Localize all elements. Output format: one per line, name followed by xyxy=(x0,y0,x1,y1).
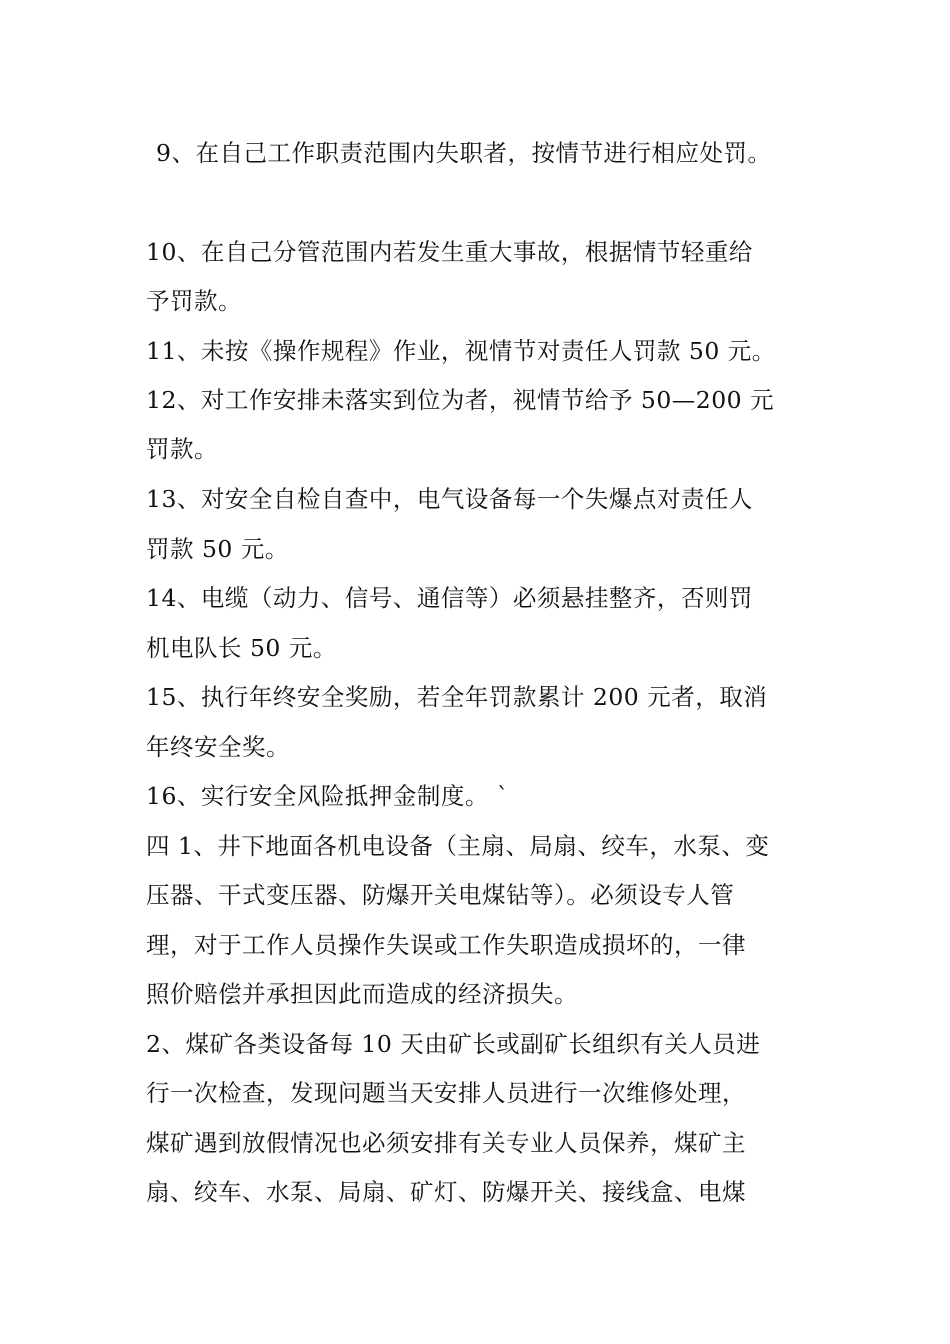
text-line-section-4-item-1: 四 1、井下地面各机电设备（主扇、局扇、绞车，水泵、变 xyxy=(146,832,770,860)
text-line-section-4-item-2-cont-c: 扇、绞车、水泵、局扇、矿灯、防爆开关、接线盒、电煤 xyxy=(146,1178,746,1206)
text-line-item-10-cont: 予罚款。 xyxy=(146,287,242,315)
text-line-item-14: 14、电缆（动力、信号、通信等）必须悬挂整齐，否则罚 xyxy=(146,584,753,612)
text-line-section-4-item-1-cont-a: 压器、干式变压器、防爆开关电煤钻等）。必须设专人管 xyxy=(146,881,735,909)
text-line-item-13-cont: 罚款 50 元。 xyxy=(146,535,289,563)
text-line-item-15-cont: 年终安全奖。 xyxy=(146,733,290,761)
text-line-item-15: 15、执行年终安全奖励，若全年罚款累计 200 元者，取消 xyxy=(146,683,768,711)
text-line-item-13: 13、对安全自检自查中，电气设备每一个失爆点对责任人 xyxy=(146,485,753,513)
text-line-section-4-item-2-cont-a: 行一次检查，发现问题当天安排人员进行一次维修处理， xyxy=(146,1079,746,1107)
text-line-item-14-cont: 机电队长 50 元。 xyxy=(146,634,337,662)
text-line-section-4-item-2: 2、煤矿各类设备每 10 天由矿长或副矿长组织有关人员进 xyxy=(146,1030,761,1058)
text-line-item-10: 10、在自己分管范围内若发生重大事故，根据情节轻重给 xyxy=(146,238,753,266)
text-line-item-11: 11、未按《操作规程》作业，视情节对责任人罚款 50 元。 xyxy=(146,337,776,365)
text-line-item-12-cont: 罚款。 xyxy=(146,435,218,463)
text-line-item-12: 12、对工作安排未落实到位为者，视情节给予 50—200 元 xyxy=(146,386,775,414)
text-line-section-4-item-2-cont-b: 煤矿遇到放假情况也必须安排有关专业人员保养，煤矿主 xyxy=(146,1129,746,1157)
text-line-section-4-item-1-cont-c: 照价赔偿并承担因此而造成的经济损失。 xyxy=(146,980,578,1008)
text-line-section-4-item-1-cont-b: 理，对于工作人员操作失误或工作失职造成损坏的，一律 xyxy=(146,931,746,959)
text-line-item-16: 16、实行安全风险抵押金制度。 ` xyxy=(146,782,510,810)
text-line-item-9: 9、在自己工作职责范围内失职者，按情节进行相应处罚。 xyxy=(156,139,772,167)
